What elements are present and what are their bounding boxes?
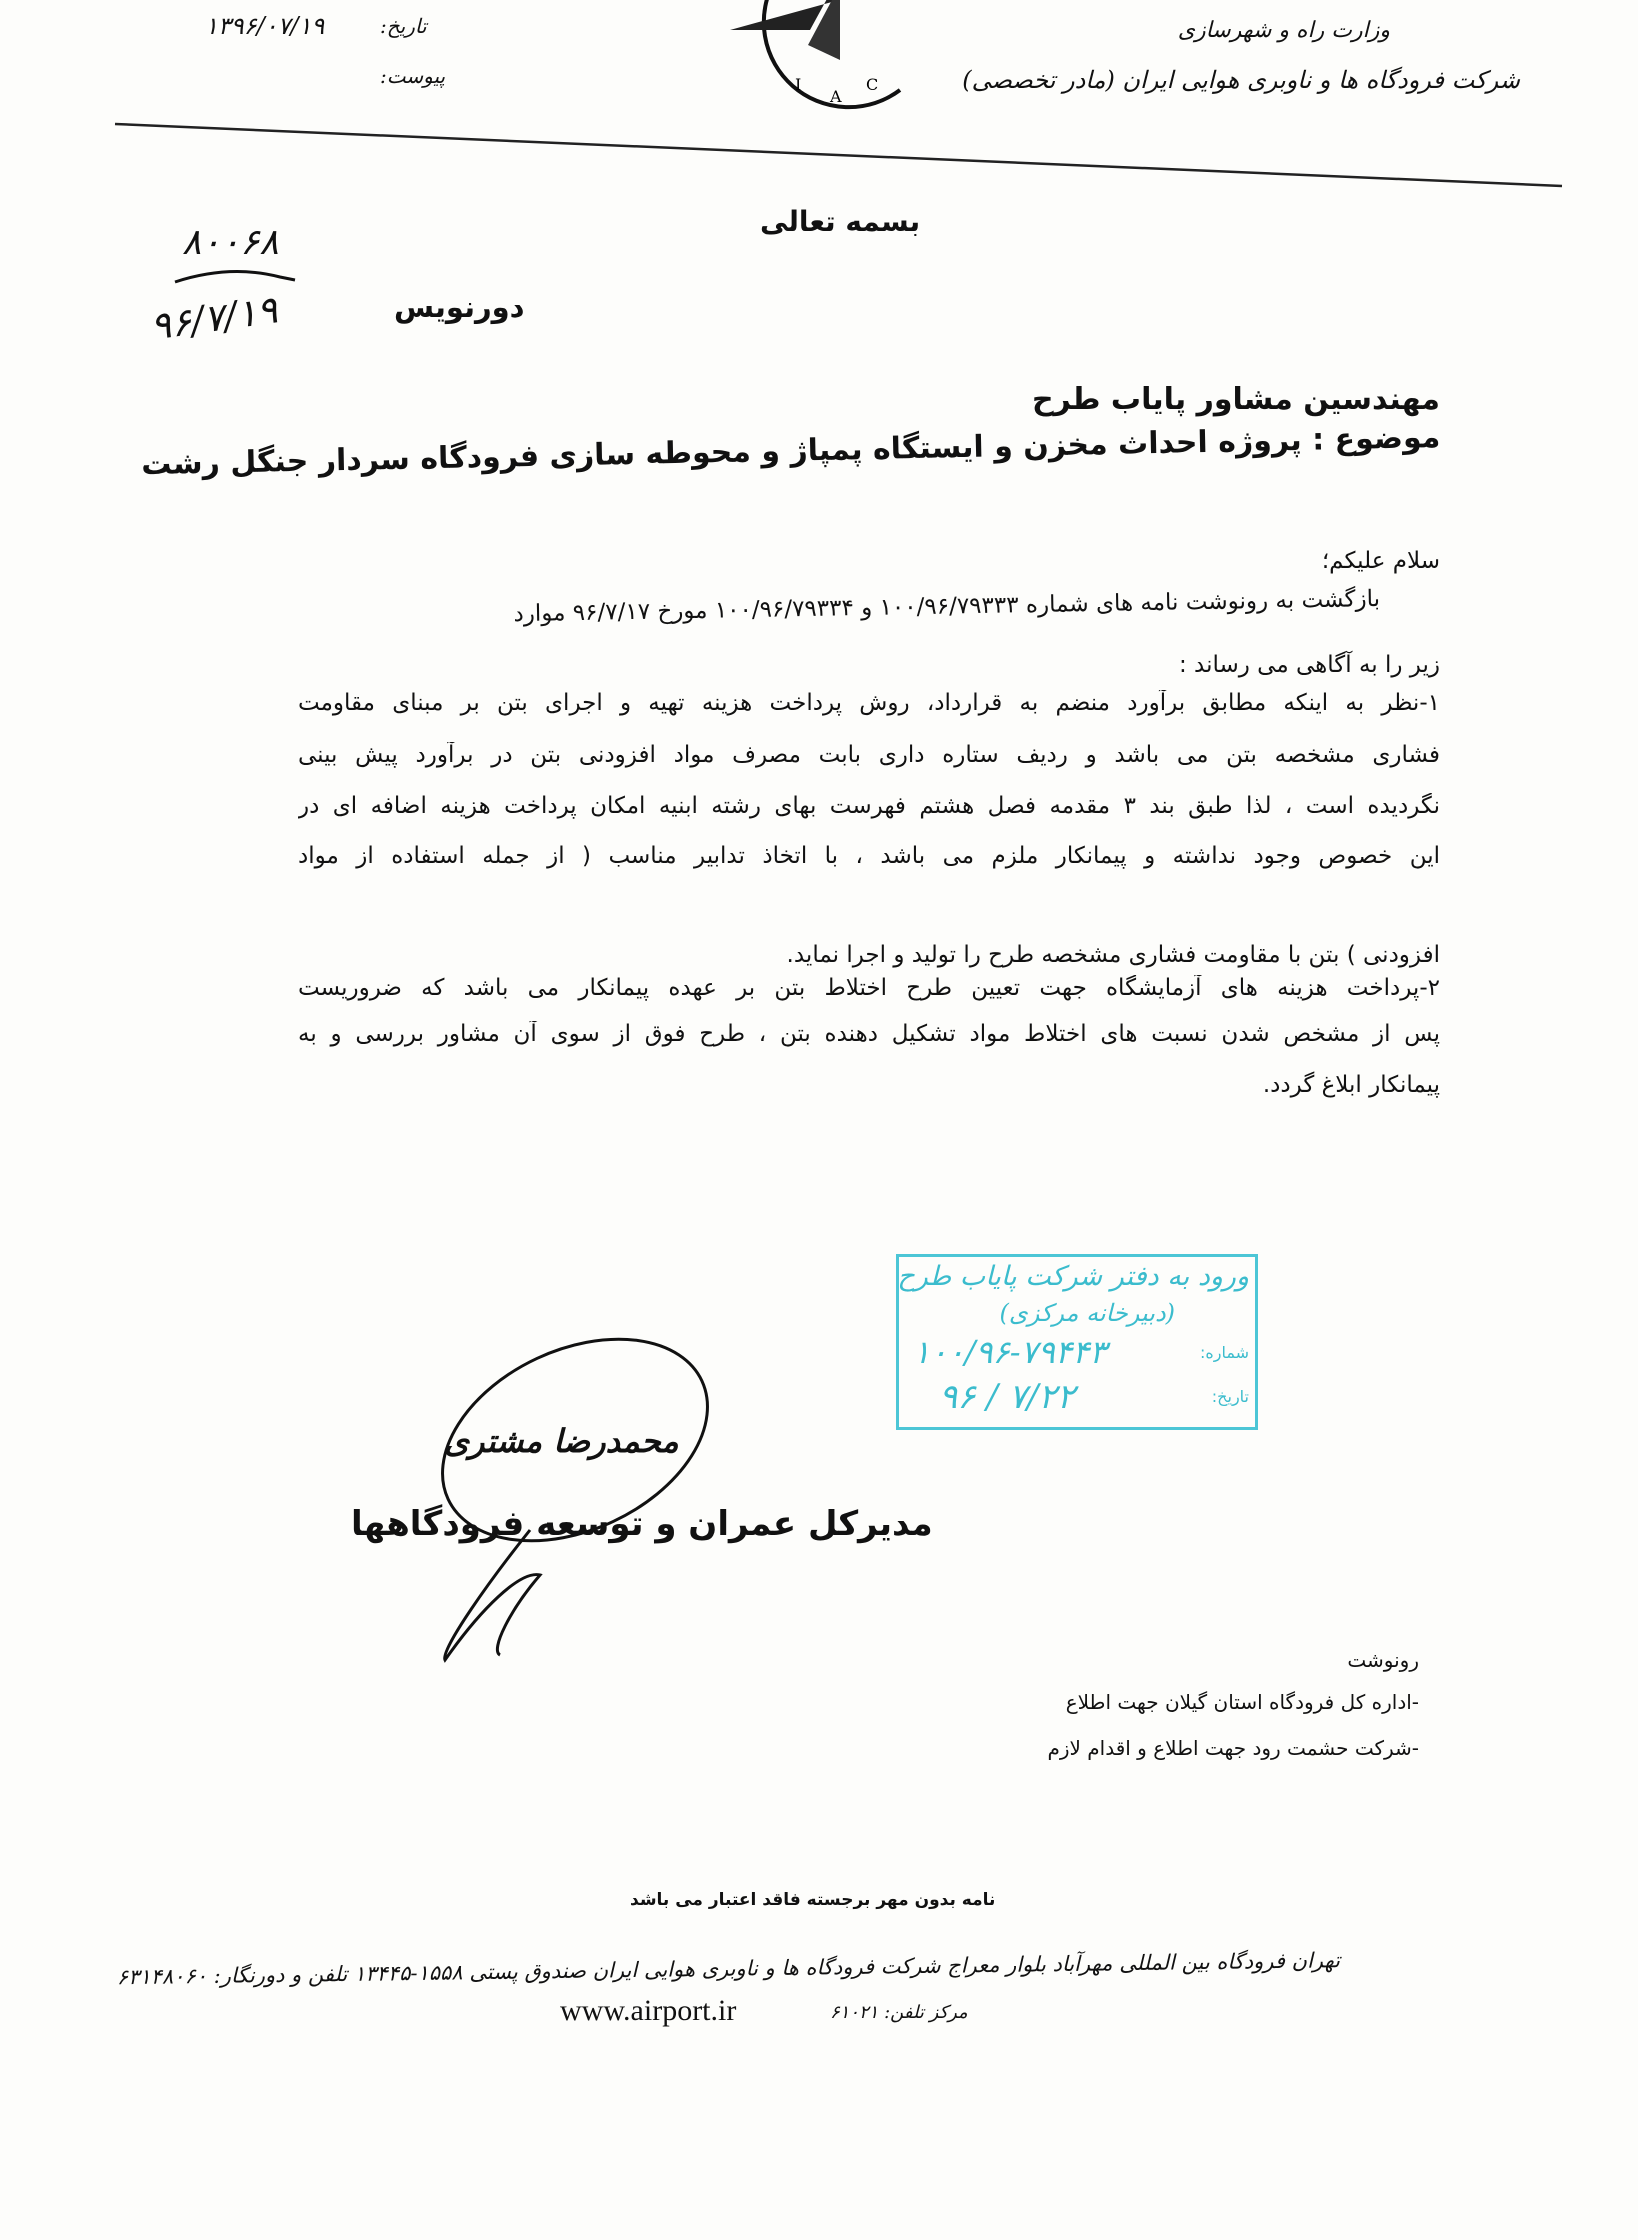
cc-item: -اداره کل فرودگاه استان گیلان جهت اطلاع [1065,1690,1419,1714]
recipient: مهندسین مشاور پایاب طرح [1031,382,1440,417]
handwritten-underline [170,262,320,292]
header-divider [0,0,1638,200]
company-name: شرکت فرودگاه ها و ناوبری هوایی ایران (مادر تخصصی) [962,66,1520,94]
cc-label: رونوشت [1347,1648,1419,1672]
ministry-name: وزارت راه و شهرسازی [1177,18,1390,43]
item1-line: افزودنی ) بتن با مقاومت فشاری مشخصه طرح را تولید و اجرا نماید. [786,942,1440,968]
signatory-name: محمدرضا مشتری [444,1422,679,1460]
item1-line: فشاری مشخصه بتن می باشد و ردیف ستاره داری بابت مصرف مواد افزودنی بتن در برآورد پیش بینی [298,742,1440,768]
stamp-number-value: ۱۰۰/۹۶-۷۹۴۴۳ [913,1333,1107,1371]
item2-line: پس از مشخص شدن نسبت های اختلاط مواد تشکیل دهنده بتن ، طرح فوق از سوی آن مشاور بررسی و به [298,1021,1440,1047]
subject: موضوع : پروژه احداث مخزن و ایستگاه پمپاژ و محوطه سازی فرودگاه سردار جنگل رشت [140,420,1441,483]
footer-website[interactable]: www.airport.ir [560,1994,737,2027]
header-date-value: ۱۳۹۶/۰۷/۱۹ [205,12,325,40]
signature-scribble [400,1330,730,1670]
stamp-date-label: تاریخ: [1211,1387,1249,1406]
handwritten-number: ۸۰۰۶۸ [182,222,279,263]
footer-switchboard: مرکز تلفن: ۶۱۰۲۱ [830,2002,968,2023]
signatory-title: مدیرکل عمران و توسعه فرودگاهها [351,1504,933,1544]
item1-line: این خصوص وجود نداشته و پیمانکار ملزم می باشد ، با اتخاذ تدابیر مناسب ( از جمله استفاده از مواد [298,843,1440,869]
item1-line: ۱-نظر به اینکه مطابق برآورد منضم به قرارداد، روش پرداخت هزینه تهیه و اجرای بتن بر مبنای مقاومت [298,690,1440,716]
footer-address: تهران فرودگاه بین المللی مهرآباد بلوار معراج شرکت فرودگاه ها و ناوبری هوایی ایران صندوق پستی ۱۵۵۸-۱۳۴۴۵ تلفن و دورنگار: ۶۳۱۴۸۰۶۰ [116,1948,1341,1990]
greeting: سلام علیکم؛ [1321,548,1440,574]
stamp-number-label: شماره: [1199,1343,1249,1362]
header-attachment-label: پیوست: [380,64,446,88]
stamp-subtitle: (دبیرخانه مرکزی) [999,1299,1175,1327]
footer-notice: نامه بدون مهر برجسته فاقد اعتبار می باشد [630,1890,996,1910]
header-date-label: تاریخ: [380,14,427,38]
fax-label: دورنویس [394,290,525,324]
logo-letter-i: I [795,75,802,94]
bismillah-heading: بسمه تعالی [760,205,921,238]
cc-item: -شرکت حشمت رود جهت اطلاع و اقدام لازم [1047,1736,1419,1760]
stamp-title: ورود به دفتر شرکت پایاب طرح [897,1261,1249,1292]
item2-line: پیمانکار ابلاغ گردد. [1262,1072,1440,1098]
item2-line: ۲-پرداخت هزینه های آزمایشگاه جهت تعیین طرح اختلاط بتن بر عهده پیمانکار می باشد که ضروریست [298,975,1440,1001]
logo-letter-c: C [866,75,879,94]
handwritten-date: ۹۶/۷/۱۹ [147,287,281,349]
intro-line: بازگشت به رونوشت نامه های شماره ۱۰۰/۹۶/۷۹۳۳۳ و ۱۰۰/۹۶/۷۹۳۳۴ مورخ ۹۶/۷/۱۷ موارد [513,586,1381,628]
logo-letter-a: A [830,87,842,106]
item1-line: نگردیده است ، لذا طبق بند ۳ مقدمه فصل هشتم فهرست بهای رشته ابنیه امکان پرداخت هزینه اضافه ای در [298,793,1440,819]
stamp-date-value: ۹۶ / ۷/۲۲ [939,1377,1075,1417]
receipt-stamp [896,1254,1258,1430]
intro-line: زیر را به آگاهی می رساند : [1178,652,1440,678]
